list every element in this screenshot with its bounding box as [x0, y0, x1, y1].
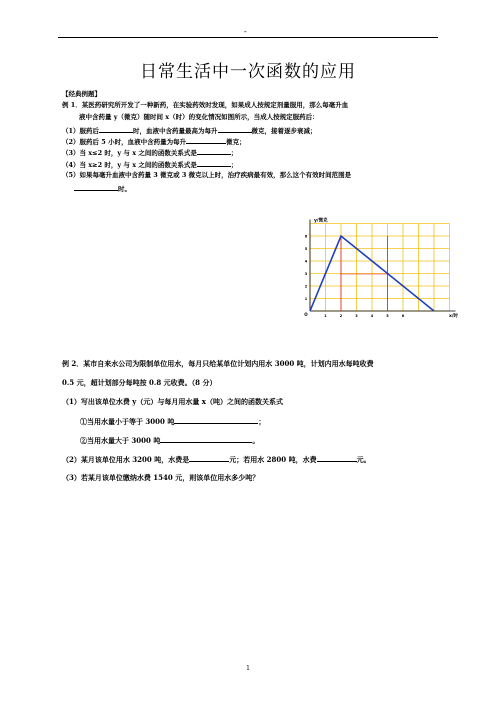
origin-label: O	[304, 312, 308, 317]
example1-question-2	[62, 136, 246, 147]
q1b-text-a: ②当用水量大于 3000 吨	[80, 436, 161, 445]
q4-text-b: ；	[230, 161, 238, 169]
example1-question-3	[62, 147, 237, 158]
q2-text-a: （2）服药后 5 小时，血液中含药量为每升	[62, 138, 187, 146]
q5-text-b: 时。	[118, 185, 131, 193]
ex2-q2-blank-1[interactable]	[189, 454, 229, 462]
q1a-blank[interactable]	[174, 416, 258, 424]
q2-text-b: 微克；	[226, 138, 246, 146]
x-tick-label: 6	[401, 314, 405, 318]
example2-line2: 0.5 元，超计划部分每吨按 0.8 元收费。（8 分）	[62, 378, 217, 387]
example2-question-2	[62, 454, 371, 464]
example1-question-4	[62, 159, 237, 170]
y-tick-label: 2	[304, 284, 308, 289]
x-tick-label: 4	[370, 314, 374, 318]
q4-blank[interactable]	[197, 159, 231, 167]
example2-question-1a	[80, 416, 265, 426]
y-tick-label: 4	[304, 259, 308, 264]
ex2-q2-text-c: 元。	[356, 455, 371, 464]
x-tick-label: 3	[355, 314, 358, 318]
q1a-text-a: ①当用水量小于等于 3000 吨	[80, 417, 175, 426]
q1-blank-time[interactable]	[99, 125, 133, 133]
q5-blank[interactable]	[74, 183, 118, 191]
q1a-text-b: ；	[258, 417, 266, 426]
page-title: 日常生活中一次函数的应用	[140, 62, 356, 82]
example1-line2: 液中含药量 y（微克）随时间 x（时）的变化情况如图所示，当成人按规定服药后：	[79, 113, 319, 121]
q1-text-b: 时，血液中含药量最高为每升	[133, 127, 218, 135]
x-tick-label: 1	[324, 314, 327, 318]
example2-question-1b	[80, 435, 259, 445]
section-label: 【经典例题】	[62, 90, 101, 98]
q1b-text-b: 。	[252, 436, 260, 445]
example1-question-5-cont	[74, 183, 131, 194]
q4-text-a: （4）当 x≥2 时，y 与 x 之间的函数关系式是	[62, 161, 197, 169]
q2-blank[interactable]	[186, 136, 226, 144]
example1-question-1	[62, 125, 317, 136]
ex2-q2-text-a: （2）某月该单位用水 3200 吨，水费是	[62, 455, 190, 464]
y-tick-label: 6	[304, 234, 308, 239]
example2-question-1: （1）写出该单位水费 y（元）与每月用水量 x（吨）之间的函数关系式	[62, 397, 283, 406]
page-number: 1	[246, 665, 250, 672]
q1-blank-amount[interactable]	[218, 125, 252, 133]
example1-line1: 例 1．某医药研究所开发了一种新药，在实验药效时发现，如果成人按规定剂量服用，那么每毫升血	[62, 101, 349, 109]
y-tick-label: 5	[304, 246, 308, 251]
q1-text-a: （1）服药后	[62, 127, 100, 135]
q3-text-a: （3）当 x≤2 时，y 与 x 之间的函数关系式是	[62, 149, 197, 157]
q3-blank[interactable]	[197, 147, 231, 155]
x-axis-label: x/时	[448, 314, 459, 319]
y-axis-label: y/微克	[314, 218, 328, 224]
q3-text-b: ；	[230, 149, 238, 157]
ex2-q2-text-b: 元；若用水 2800 吨，水费	[229, 455, 317, 464]
y-tick-label: 3	[304, 271, 308, 276]
q1b-blank[interactable]	[160, 435, 252, 443]
header-mark: -	[244, 27, 247, 36]
header-rule	[58, 37, 438, 38]
ex2-q2-blank-2[interactable]	[317, 454, 357, 462]
drug-concentration-graph	[300, 218, 465, 324]
example2-question-3: （3）若某月该单位缴纳水费 1540 元，则该单位用水多少吨？	[62, 473, 260, 482]
example2-line1: 例 2．某市自来水公司为限制单位用水，每月只给某单位计划内用水 3000 吨，计划内用水每吨收费	[62, 359, 374, 368]
q1-text-c: 微克，接着逐步衰减；	[251, 127, 317, 135]
x-tick-label: 2	[339, 314, 343, 318]
example1-question-5: （5）如果每毫升血液中含药量 3 微克或 3 微克以上时，治疗疾病最有效，那么这个有效时间范围是	[62, 171, 352, 179]
x-tick-label: 5	[386, 314, 389, 318]
y-tick-label: 1	[304, 296, 308, 301]
